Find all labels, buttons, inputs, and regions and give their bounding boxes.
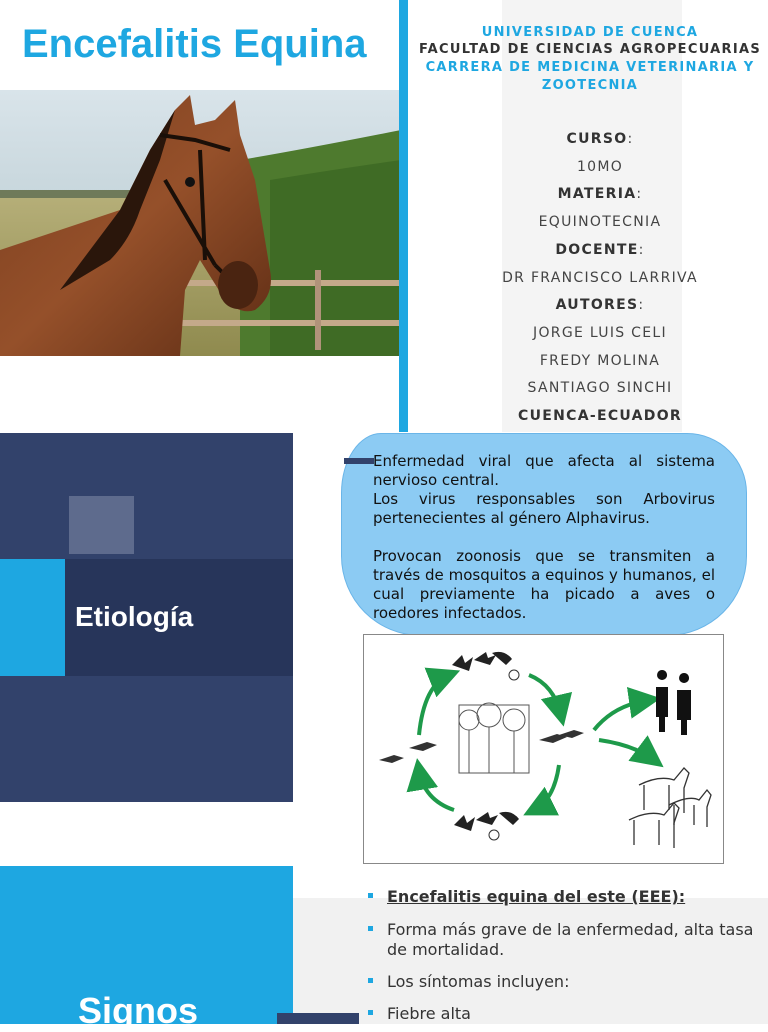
bullet-item: Los síntomas incluyen: [371, 972, 763, 992]
location: CUENCA-ECUADOR [518, 408, 682, 424]
field-value-materia: EQUINOTECNIA [538, 214, 662, 230]
bullet-item: Forma más grave de la enfermedad, alta tasa de mortalidad. [371, 920, 763, 960]
slide-title: Encefalitis Equina [22, 22, 367, 66]
etiology-p1-l1: Enfermedad viral que afecta al sistema nervioso central. [373, 452, 715, 489]
field-label-docente: DOCENTE: [555, 242, 645, 258]
decor-accent [0, 559, 65, 676]
field-value-curso: 10MO [576, 159, 624, 175]
author-1: JORGE LUIS CELI [533, 325, 667, 341]
accent-bar [399, 0, 408, 432]
career-line-1: CARRERA DE MEDICINA VETERINARIA Y [425, 60, 755, 75]
etiology-text [373, 452, 715, 623]
field-label-autores: AUTORES: [555, 297, 645, 313]
horse-photo [0, 90, 401, 356]
field-value-docente: DR FRANCISCO LARRIVA [502, 270, 698, 286]
author-2: FREDY MOLINA [539, 353, 661, 369]
field-label-materia: MATERIA: [557, 186, 643, 202]
decor-square [69, 496, 134, 554]
signs-heading: Signos [78, 990, 199, 1031]
bubble-dash [344, 458, 374, 464]
bullet-item: Fiebre alta [371, 1004, 763, 1024]
etiology-p2: Provocan zoonosis que se transmiten a través de mosquitos a equinos y humanos, el cual previamente ha picado a aves o roedores infectados. [373, 547, 715, 622]
career-line-2: ZOOTECNIA [541, 78, 639, 93]
etiology-heading: Etiología [75, 601, 194, 632]
faculty-name: FACULTAD DE CIENCIAS AGROPECUARIAS [418, 42, 761, 57]
field-label-curso: CURSO: [566, 131, 634, 147]
university-name: UNIVERSIDAD DE CUENCA [481, 25, 699, 40]
transmission-cycle-diagram [363, 634, 724, 864]
bullet-item: Encefalitis equina del este (EEE): [371, 887, 763, 907]
author-3: SANTIAGO SINCHI [527, 380, 673, 396]
signs-tab [277, 1013, 359, 1024]
etiology-p1-l2: Los virus responsables son Arbovirus pertenecientes al género Alphavirus. [373, 490, 715, 527]
